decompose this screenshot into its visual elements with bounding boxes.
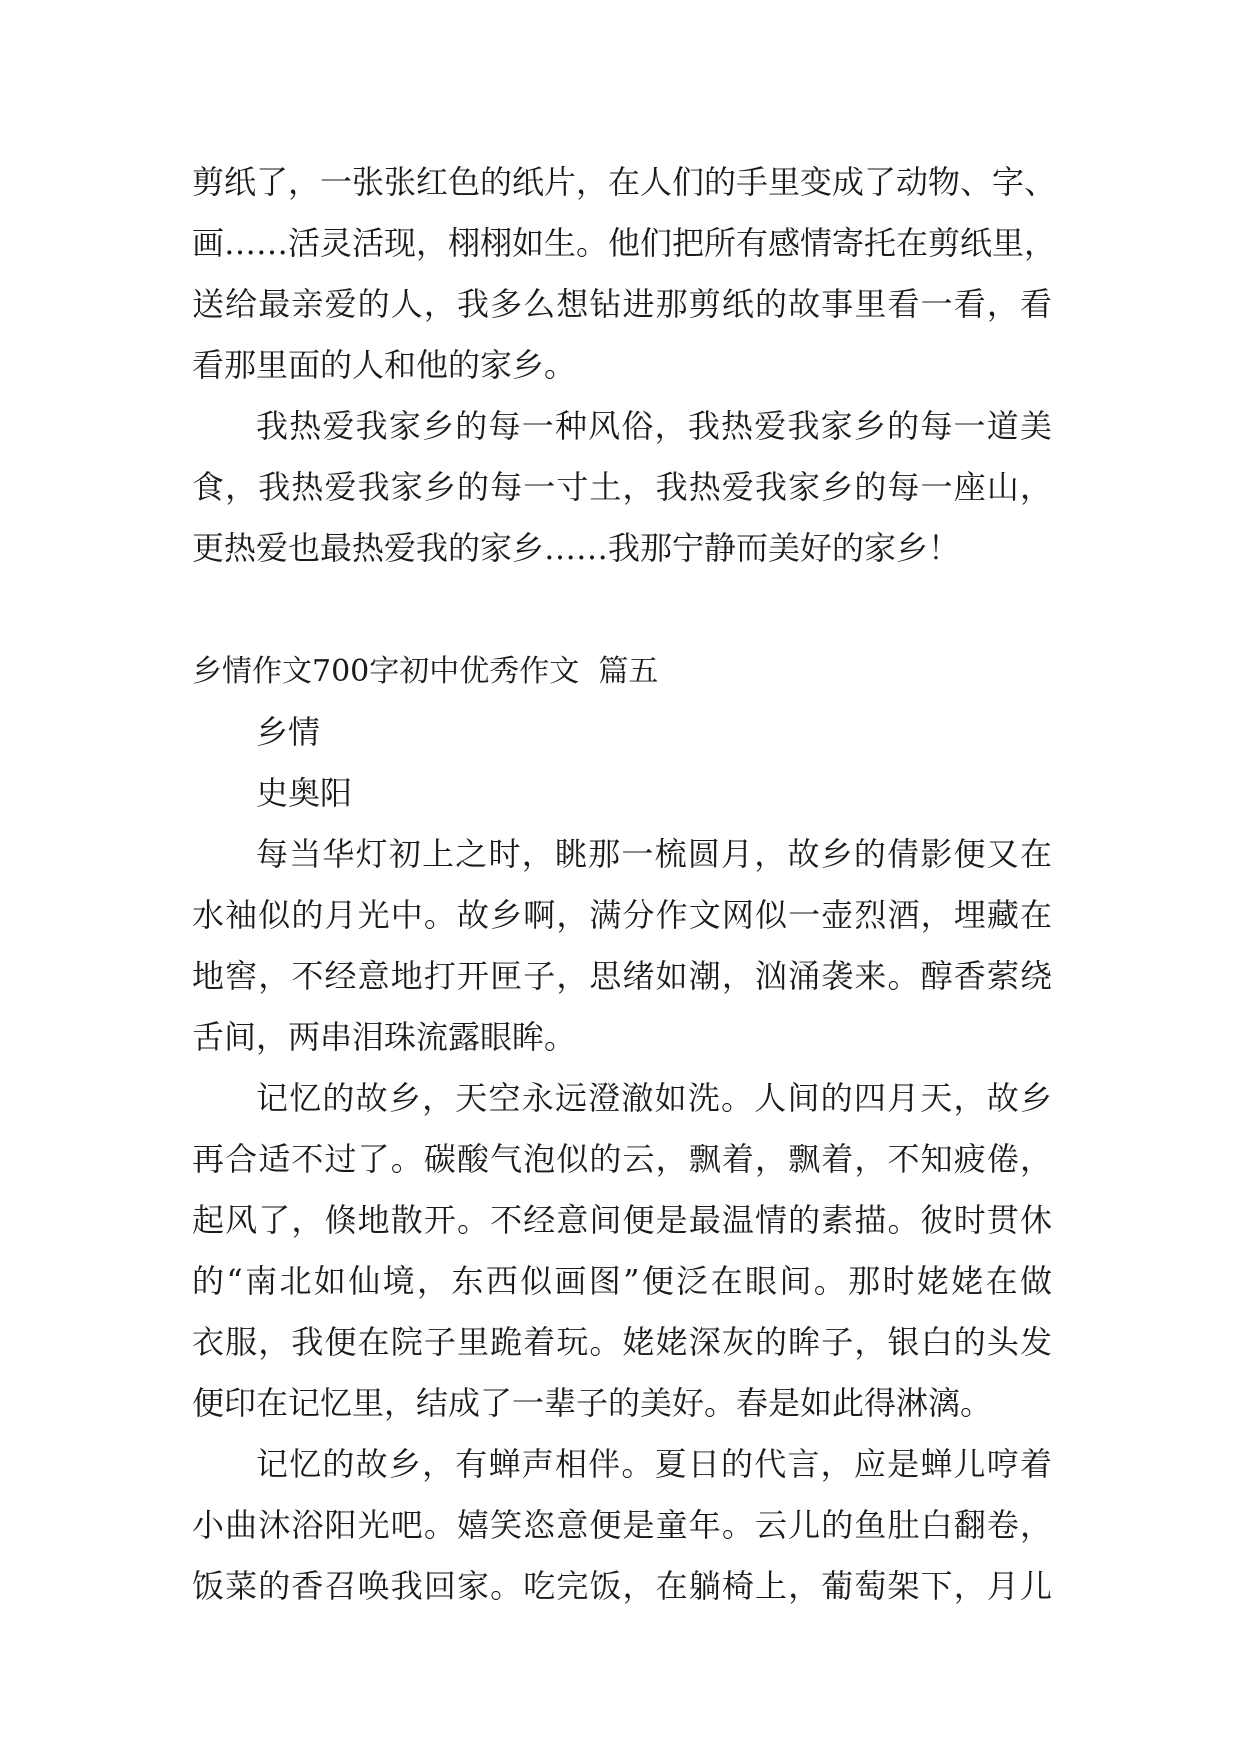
section-heading: 乡情作文700字初中优秀作文 篇五 [192, 654, 659, 689]
text-line: 衣服，我便在院子里跪着玩。姥姥深灰的眸子，银白的头发 [192, 1323, 1052, 1361]
text-line: 再合适不过了。碳酸气泡似的云，飘着，飘着，不知疲倦， [192, 1140, 1052, 1178]
text-line: 画……活灵活现，栩栩如生。他们把所有感情寄托在剪纸里， [192, 224, 1057, 262]
essay-author: 史奥阳 [256, 774, 353, 812]
text-line: 小曲沐浴阳光吧。嬉笑恣意便是童年。云儿的鱼肚白翻卷， [192, 1506, 1052, 1544]
text-line: 记忆的故乡，天空永远澄澈如洗。人间的四月天，故乡 [256, 1079, 1052, 1117]
spacer [192, 579, 1052, 641]
text-line: 便印在记忆里，结成了一辈子的美好。春是如此得淋漓。 [192, 1384, 993, 1422]
paragraph [192, 396, 1052, 579]
text-line: 我热爱我家乡的每一种风俗，我热爱我家乡的每一道美 [256, 407, 1052, 445]
text-line: 的“南北如仙境，东西似画图”便泛在眼间。那时姥姥在做 [192, 1262, 1052, 1300]
paragraph [192, 1434, 1052, 1617]
text-line: 起风了，倏地散开。不经意间便是最温情的素描。彼时贯休 [192, 1201, 1052, 1239]
text-line: 水袖似的月光中。故乡啊，满分作文网似一壶烈酒，埋藏在 [192, 896, 1052, 934]
text-line: 更热爱也最热爱我的家乡……我那宁静而美好的家乡！ [192, 529, 961, 567]
text-line: 记忆的故乡，有蝉声相伴。夏日的代言，应是蝉儿哼着 [256, 1445, 1052, 1483]
essay-title: 乡情 [256, 713, 321, 751]
paragraph [192, 1068, 1052, 1434]
text-line: 舌间，两串泪珠流露眼眸。 [192, 1018, 577, 1056]
text-line: 每当华灯初上之时，眺那一梳圆月，故乡的倩影便又在 [256, 835, 1052, 873]
document-page [192, 152, 1057, 1617]
text-line: 送给最亲爱的人，我多么想钻进那剪纸的故事里看一看，看 [192, 285, 1052, 323]
paragraph [192, 824, 1052, 1068]
text-line: 地窖，不经意地打开匣子，思绪如潮，汹涌袭来。醇香萦绕 [192, 957, 1052, 995]
text-line: 看那里面的人和他的家乡。 [192, 346, 577, 384]
text-line: 食，我热爱我家乡的每一寸土，我热爱我家乡的每一座山， [192, 468, 1052, 506]
text-line: 剪纸了，一张张红色的纸片，在人们的手里变成了动物、字、 [192, 163, 1057, 201]
paragraph [192, 152, 1057, 396]
text-line: 饭菜的香召唤我回家。吃完饭，在躺椅上，葡萄架下，月儿 [192, 1567, 1052, 1605]
